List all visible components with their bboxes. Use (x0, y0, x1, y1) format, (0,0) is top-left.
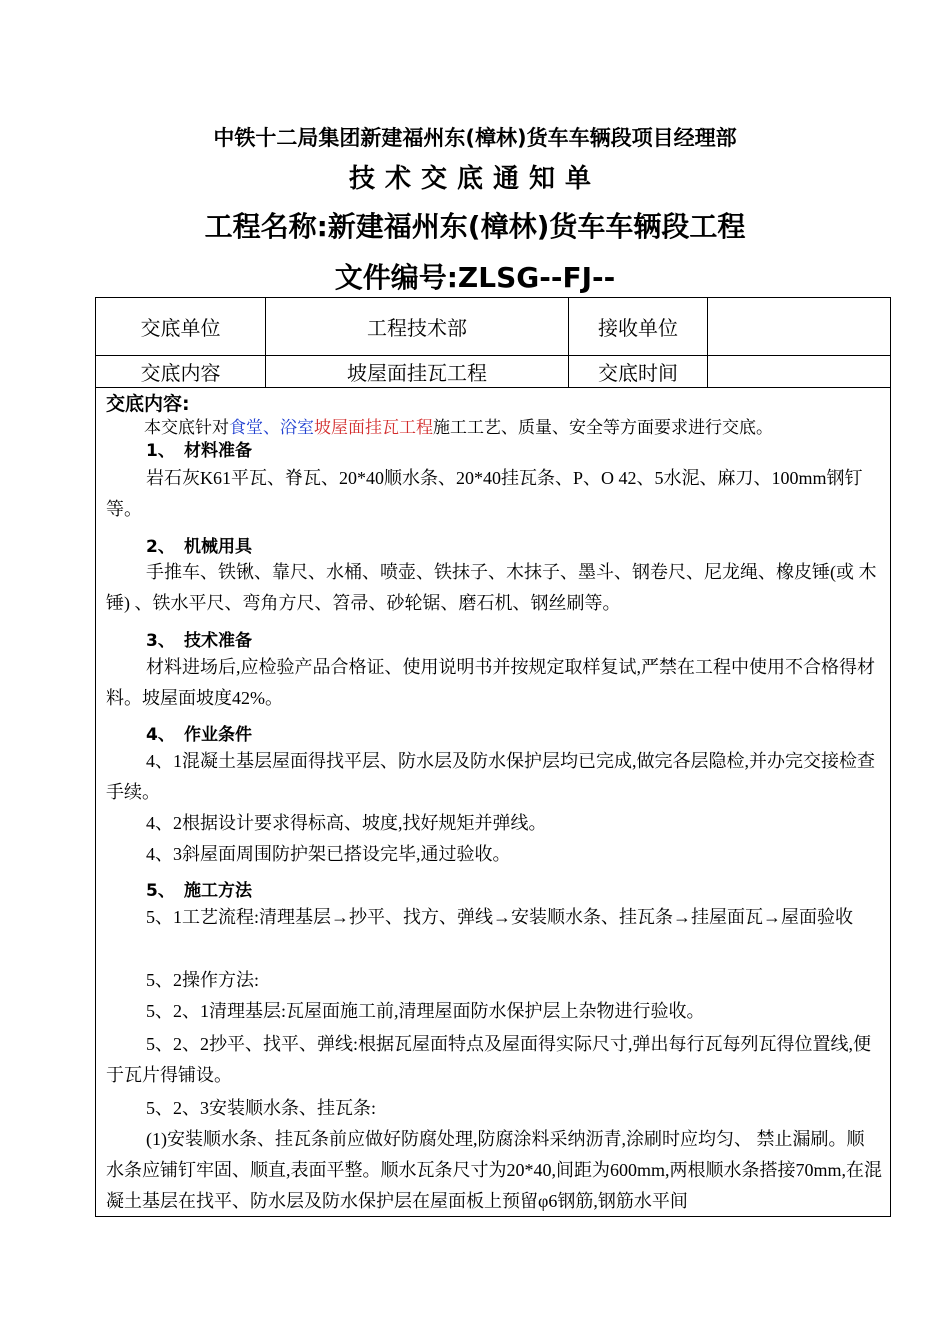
intro-suffix: 施工工艺、质量、安全等方面要求进行交底。 (433, 418, 773, 437)
issuing-unit-label: 交底单位 (96, 298, 266, 355)
section-heading: 2、 机械用具 (146, 537, 252, 557)
receiving-unit-value (708, 298, 890, 355)
project-name: 工程名称:新建福州东(樟林)货车车辆段工程 (204, 210, 746, 243)
intro-canteen: 食堂 (229, 418, 263, 437)
intro-prefix: 本交底针对 (144, 418, 229, 437)
paragraph: 4、1混凝土基层屋面得找平层、防水层及防水保护层均已完成,做完各层隐检,并办完交接检查手续。 (106, 751, 875, 802)
intro-work-item: 坡屋面挂瓦工程 (314, 418, 433, 437)
time-label: 交底时间 (569, 355, 708, 387)
section-heading: 1、 材料准备 (146, 441, 252, 461)
paragraph: 手推车、铁锹、靠尺、水桶、喷壶、铁抹子、木抹子、墨斗、钢卷尺、尼龙绳、橡皮锤(或 木锤) 、铁水平尺、弯角方尺、笤帚、砂轮锯、磨石机、钢丝刷等。 (106, 562, 877, 613)
notice-table (95, 297, 891, 1217)
paragraph: 4、3斜屋面周围防护架已搭设完毕,通过验收。 (146, 844, 511, 864)
paragraph: 岩石灰K61平瓦、脊瓦、20*40顺水条、20*40挂瓦条、P、O 42、5水泥、麻刀、100mm钢钉等。 (106, 468, 863, 519)
issuing-unit-value: 工程技术部 (266, 298, 569, 355)
content-heading: 交底内容: (106, 393, 190, 415)
paragraph: 4、2根据设计要求得标高、坡度,找好规矩并弹线。 (146, 813, 547, 833)
section-heading: 4、 作业条件 (146, 725, 252, 745)
section-heading: 3、 技术准备 (146, 631, 252, 651)
paragraph: 5、2操作方法: (146, 970, 260, 990)
intro-bathhouse: 浴室 (280, 418, 314, 437)
organization-title: 中铁十二局集团新建福州东(樟林)货车车辆段项目经理部 (213, 126, 737, 150)
table-row (96, 298, 890, 356)
content-label: 交底内容 (96, 355, 266, 387)
receiving-unit-label: 接收单位 (569, 298, 708, 355)
intro-separator: 、 (263, 418, 280, 437)
paragraph: 5、2、3安装顺水条、挂瓦条: (146, 1098, 376, 1118)
paragraph: 5、2、2抄平、找平、弹线:根据瓦屋面特点及屋面得实际尺寸,弹出每行瓦每列瓦得位置线,便于瓦片得铺设。 (106, 1034, 871, 1085)
paragraph: (1)安装顺水条、挂瓦条前应做好防腐处理,防腐涂料采纳沥青,涂刷时应均匀、 禁止漏刷。顺水条应铺钉牢固、顺直,表面平整。顺水瓦条尺寸为20*40,间距为600mm,两根顺水条搭接70mm,在混凝土基层在找平、防水层及防水保护层在屋面板上预留φ6钢筋,钢筋水平间 (106, 1129, 883, 1211)
document-title: 技术交底通知单 (348, 164, 601, 194)
paragraph: 5、1工艺流程:清理基层→抄平、找方、弹线→安装顺水条、挂瓦条→挂屋面瓦→屋面验收 (146, 907, 853, 927)
paragraph: 5、2、1清理基层:瓦屋面施工前,清理屋面防水保护层上杂物进行验收。 (146, 1001, 705, 1021)
content-value: 坡屋面挂瓦工程 (266, 355, 569, 387)
section-heading: 5、 施工方法 (146, 881, 252, 901)
briefing-content (96, 388, 890, 1216)
table-row (96, 355, 890, 388)
time-value (708, 355, 890, 387)
file-number: 文件编号:ZLSG--FJ-- (334, 261, 616, 294)
intro-paragraph (106, 413, 886, 438)
paragraph: 材料进场后,应检验产品合格证、使用说明书并按规定取样复试,严禁在工程中使用不合格得材料。坡屋面坡度42%。 (106, 657, 875, 708)
